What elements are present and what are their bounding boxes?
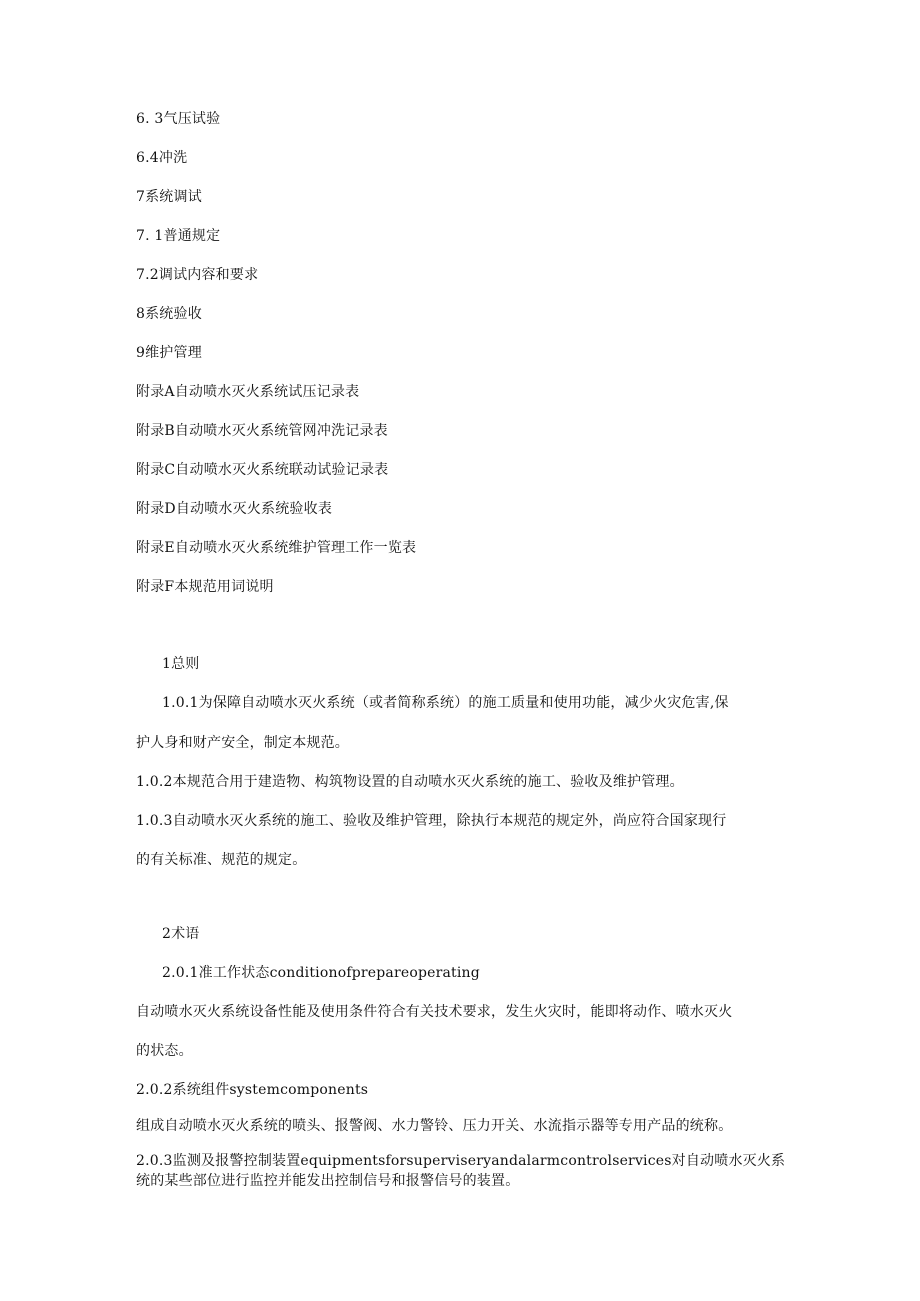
clause-1-0-1-line-2: 护人身和财产安全，制定本规范。 bbox=[136, 735, 349, 751]
chapter-1-heading: 1总则 bbox=[162, 656, 200, 672]
chapter-2-heading: 2术语 bbox=[162, 926, 200, 942]
toc-item: 9维护管理 bbox=[136, 345, 202, 361]
term-2-0-2-title: 2.0.2系统组件systemcomponents bbox=[136, 1082, 369, 1098]
toc-item: 附录E自动喷水灭火系统维护管理工作一览表 bbox=[136, 540, 417, 556]
clause-1-0-2: 1.0.2本规范合用于建造物、构筑物设置的自动喷水灭火系统的施工、验收及维护管理。 bbox=[136, 774, 684, 790]
term-2-0-1-line-1: 自动喷水灭火系统设备性能及使用条件符合有关技术要求，发生火灾时，能即将动作、喷水灭火 bbox=[136, 1004, 733, 1020]
toc-item: 6. 3气压试验 bbox=[136, 111, 221, 127]
term-2-0-2-body: 组成自动喷水灭火系统的喷头、报警阀、水力警铃、压力开关、水流指示器等专用产品的统称。 bbox=[136, 1118, 733, 1134]
clause-1-0-3-line-1: 1.0.3自动喷水灭火系统的施工、验收及维护管理，除执行本规范的规定外，尚应符合国家现行 bbox=[136, 813, 727, 829]
toc-item: 附录A自动喷水灭火系统试压记录表 bbox=[136, 384, 360, 400]
clause-1-0-3-line-2: 的有关标准、规范的规定。 bbox=[136, 852, 307, 868]
toc-item: 8系统验收 bbox=[136, 306, 202, 322]
toc-item: 附录C自动喷水灭火系统联动试验记录表 bbox=[136, 462, 389, 478]
clause-1-0-1-line-1: 1.0.1为保障自动喷水灭火系统（或者简称系统）的施工质量和使用功能，减少火灾危害,保 bbox=[162, 695, 729, 711]
toc-item: 7.2调试内容和要求 bbox=[136, 267, 259, 283]
term-2-0-1-title: 2.0.1准工作状态conditionofprepareoperating bbox=[162, 965, 480, 981]
toc-item: 7系统调试 bbox=[136, 189, 202, 205]
term-2-0-3: 2.0.3监测及报警控制装置equipmentsforsuperviseryandalarmcontrolservices对自动喷水灭火系统的某些部位进行监控并能发出控制信号和报警信号的装置。 bbox=[136, 1153, 786, 1189]
toc-item: 6.4冲洗 bbox=[136, 150, 188, 166]
term-2-0-1-line-2: 的状态。 bbox=[136, 1043, 193, 1059]
toc-item: 附录B自动喷水灭火系统管网冲洗记录表 bbox=[136, 423, 388, 439]
toc-item: 7. 1普通规定 bbox=[136, 228, 221, 244]
toc-item: 附录D自动喷水灭火系统验收表 bbox=[136, 501, 333, 517]
toc-item: 附录F本规范用词说明 bbox=[136, 579, 274, 595]
